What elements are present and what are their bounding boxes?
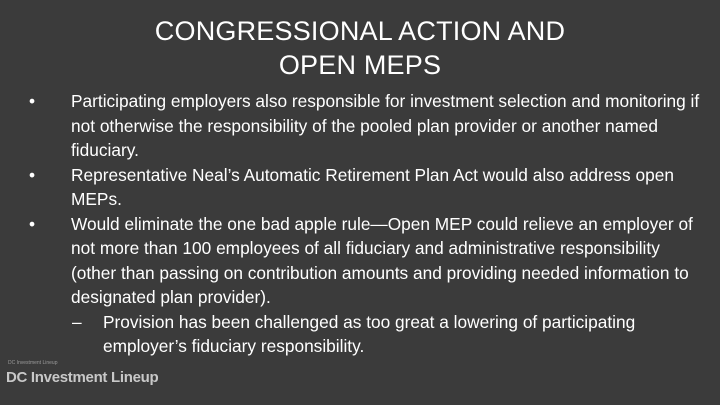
bullet-text: Would eliminate the one bad apple rule—Open MEP could relieve an employer of not more than 100 employees of all fiduciary and administrative responsibility (other than passing on contribution amounts and providing needed information to designated plan provider). <box>71 213 693 307</box>
bullet-item <box>24 89 704 163</box>
bullet-marker: • <box>29 164 36 185</box>
bullet-item <box>24 163 704 212</box>
footer-logo-small-text: DC Investment Lineup <box>8 360 58 366</box>
bullet-text: Participating employers also responsible for investment selection and monitoring if not otherwise the responsibility of the pooled plan provider or another named fiduciary. <box>71 91 700 160</box>
bullet-marker: • <box>29 91 36 111</box>
bullet-item <box>24 212 704 310</box>
footer-logo-text: DC Investment Lineup <box>6 369 159 386</box>
bullet-text: Representative Neal’s Automatic Retirement Plan Act would also address open MEPs. <box>71 164 674 209</box>
bullet-list <box>24 89 704 359</box>
sub-bullet-text: Provision has been challenged as too great a lowering of participating employer’s fiduciary responsibility. <box>103 311 636 356</box>
sub-bullet-marker: – <box>72 311 82 332</box>
bullet-marker: • <box>29 213 36 234</box>
slide-title-line-1: CONGRESSIONAL ACTION AND <box>154 16 566 46</box>
slide-title <box>0 14 720 82</box>
slide-title-line-2: OPEN MEPS <box>278 50 442 80</box>
sub-bullet-item <box>24 310 704 359</box>
